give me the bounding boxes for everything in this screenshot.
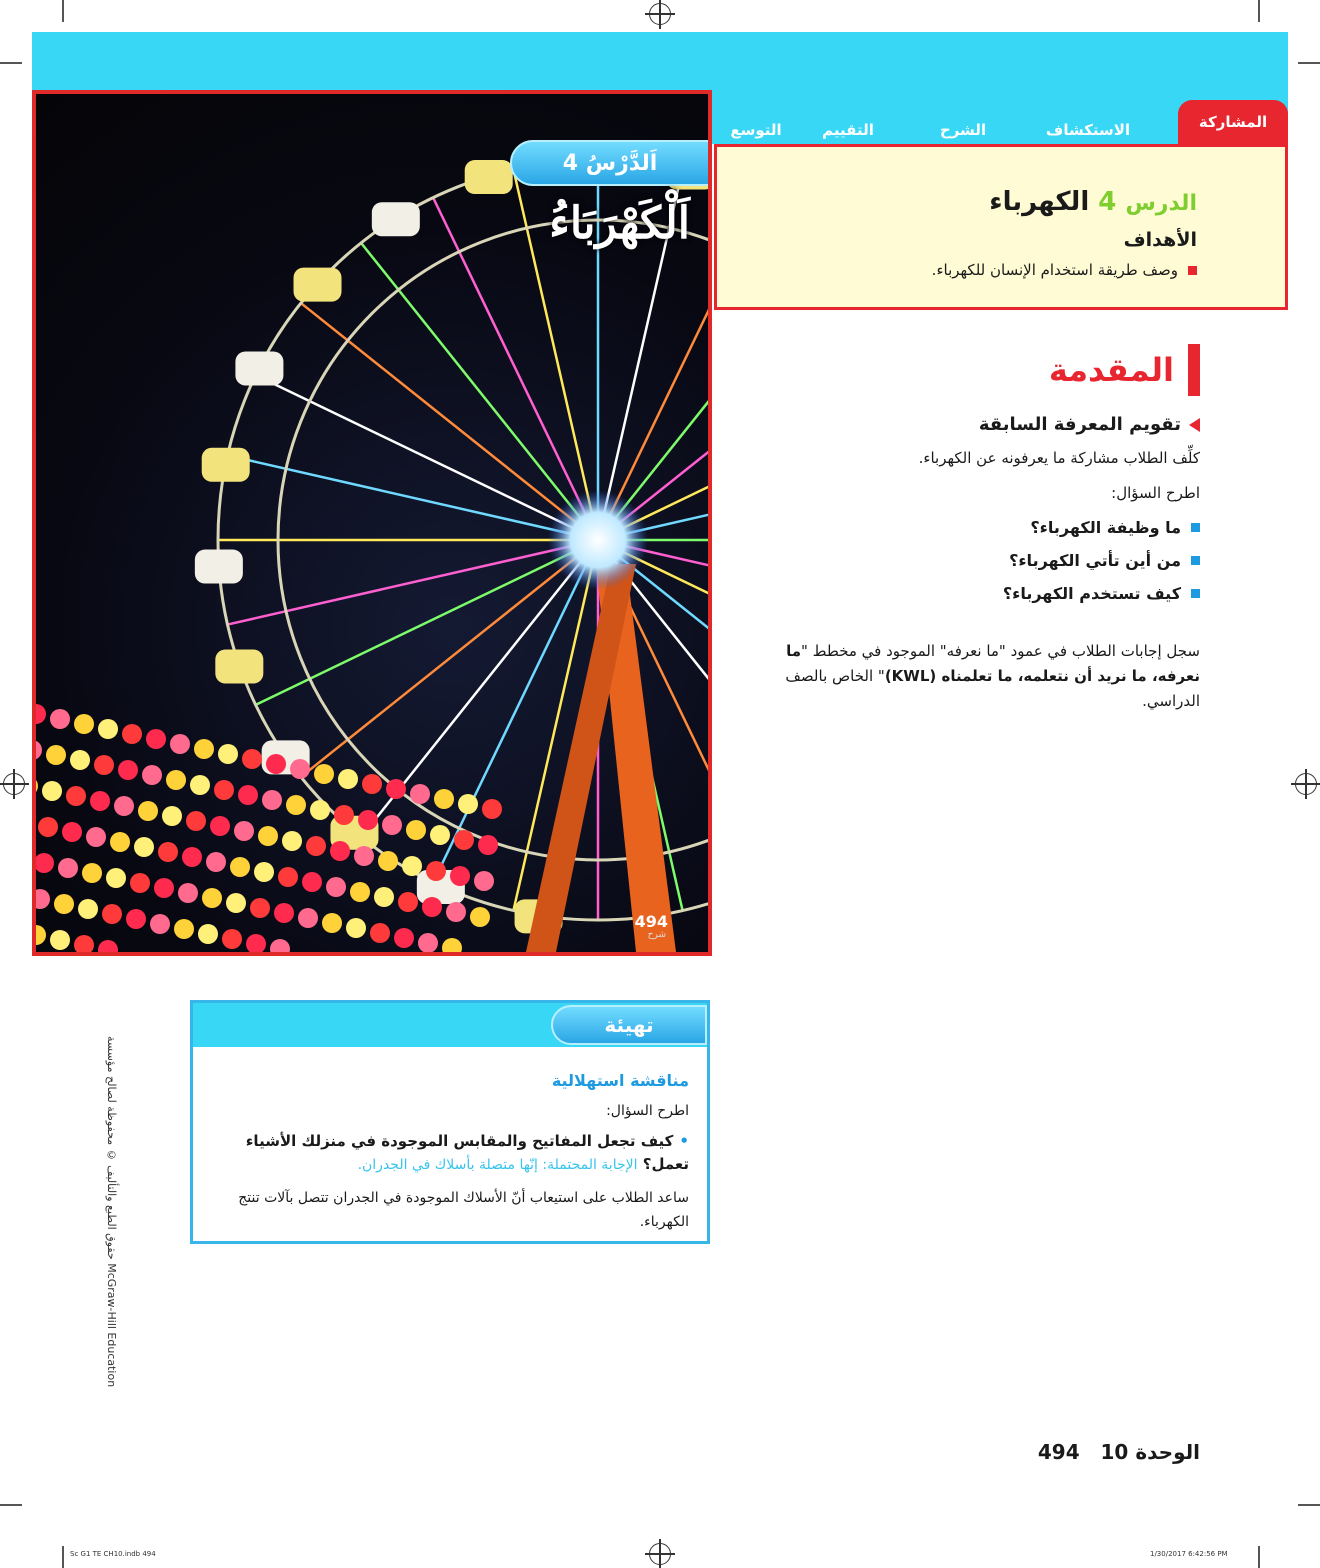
light-bulb	[78, 899, 98, 919]
light-bulb	[326, 877, 346, 897]
light-bulb	[82, 863, 102, 883]
light-bulb	[222, 929, 242, 949]
light-bulb	[166, 770, 186, 790]
bullet-icon	[1191, 556, 1200, 565]
light-bulb	[70, 750, 90, 770]
slug-right: 1/30/2017 6:42:56 PM	[1150, 1550, 1228, 1558]
light-bulb	[482, 799, 502, 819]
light-bulb	[282, 831, 302, 851]
light-bulb	[306, 836, 326, 856]
phase-tabs	[714, 112, 1288, 144]
triangle-icon	[1189, 418, 1200, 432]
bullet-icon: •	[679, 1131, 689, 1150]
light-bulb	[42, 781, 62, 801]
record-instruction	[750, 639, 1200, 713]
light-bulb	[36, 740, 42, 760]
light-bulb	[406, 820, 426, 840]
light-bulb	[386, 779, 406, 799]
crop-mark	[1258, 0, 1260, 22]
light-bulb	[210, 816, 230, 836]
goals-title: الأهداف	[1123, 229, 1197, 251]
lesson-label: الدرس	[1125, 191, 1197, 216]
photo-page-label: شرح	[647, 930, 666, 940]
subhead-text: تقويم المعرفة السابقة	[978, 414, 1181, 435]
light-bulb	[182, 847, 202, 867]
bullet-icon	[1188, 266, 1197, 275]
light-bulb	[194, 739, 214, 759]
warmup-box	[190, 1000, 710, 1244]
light-bulb	[234, 821, 254, 841]
goal-item	[737, 261, 1197, 279]
light-bulb	[454, 830, 474, 850]
light-bulb	[186, 811, 206, 831]
light-bulb	[402, 856, 422, 876]
light-bulb	[178, 883, 198, 903]
light-bulb	[410, 784, 430, 804]
question-item	[750, 551, 1200, 570]
gondola	[465, 160, 513, 194]
light-bulb	[158, 842, 178, 862]
light-bulb	[74, 714, 94, 734]
gondola	[215, 650, 263, 684]
light-bulb	[350, 882, 370, 902]
light-bulb	[102, 904, 122, 924]
light-bulb	[58, 858, 78, 878]
light-bulb	[122, 724, 142, 744]
light-bulb	[398, 892, 418, 912]
light-bulb	[446, 902, 466, 922]
light-bulb	[226, 893, 246, 913]
goal-text: وصف طريقة استخدام الإنسان للكهرباء.	[931, 261, 1178, 279]
light-bulb	[54, 894, 74, 914]
light-bulb	[50, 709, 70, 729]
light-bulb	[254, 862, 274, 882]
light-bulb	[278, 867, 298, 887]
light-bulb	[130, 873, 150, 893]
warmup-question-text: كيف تجعل المفاتيح والمقابس الموجودة في منزلك الأشياء تعمل؟	[245, 1131, 689, 1174]
question-item	[750, 518, 1200, 537]
light-bulb	[162, 806, 182, 826]
question-text: كيف تستخدم الكهرباء؟	[1002, 584, 1181, 603]
intro-section	[750, 344, 1200, 713]
light-bulb	[286, 795, 306, 815]
wheel-spoke	[301, 540, 598, 777]
tab-explore[interactable]: الاستكشاف	[1045, 121, 1131, 139]
light-bulb	[98, 719, 118, 739]
photo-page-number: 494	[634, 912, 668, 931]
question-text: من أين تأتي الكهرباء؟	[1009, 551, 1181, 570]
light-bulb	[190, 775, 210, 795]
accent-bar	[1188, 344, 1200, 396]
bullet-icon	[1191, 589, 1200, 598]
ferris-wheel-photo	[32, 90, 712, 956]
ask-label: اطرح السؤال:	[1111, 483, 1200, 502]
tab-engage[interactable]: المشاركة	[1178, 100, 1288, 144]
light-bulb	[378, 851, 398, 871]
gondola	[202, 448, 250, 482]
light-bulb	[138, 801, 158, 821]
tab-explain[interactable]: الشرح	[939, 121, 987, 139]
light-bulb	[266, 754, 286, 774]
light-bulb	[126, 909, 146, 929]
crop-mark	[1258, 1546, 1260, 1568]
light-bulb	[474, 871, 494, 891]
wheel-hub	[548, 490, 648, 590]
light-bulb	[110, 832, 130, 852]
wheel-spoke	[228, 455, 598, 540]
light-bulb	[374, 887, 394, 907]
light-bulb	[458, 794, 478, 814]
light-bulb	[106, 868, 126, 888]
light-bulb	[50, 930, 70, 950]
light-bulb	[62, 822, 82, 842]
registration-mark-icon	[649, 1543, 671, 1565]
wheel-spoke	[256, 540, 598, 705]
record-text-bold: ما نعرفه، ما نريد أن نتعلمه، ما تعلمناه (KWL)	[786, 642, 1200, 685]
warmup-body	[209, 1071, 689, 1234]
light-bulb	[90, 791, 110, 811]
light-bulb	[146, 729, 166, 749]
light-bulb	[118, 760, 138, 780]
crop-mark	[0, 62, 22, 64]
warmup-answer: الإجابة المحتملة: إنّها متصلة بأسلاك في الجدران.	[357, 1157, 638, 1174]
light-bulb	[450, 866, 470, 886]
light-bulb	[46, 745, 66, 765]
registration-mark-icon	[1295, 773, 1317, 795]
light-bulb	[98, 940, 118, 952]
light-bulb	[198, 924, 218, 944]
light-bulb	[322, 913, 342, 933]
light-bulb	[470, 907, 490, 927]
bullet-icon	[1191, 523, 1200, 532]
light-bulb	[270, 939, 290, 952]
registration-mark-icon	[649, 3, 671, 25]
light-bulb	[230, 857, 250, 877]
light-bulb	[202, 888, 222, 908]
crop-mark	[1298, 62, 1320, 64]
light-bulb	[36, 889, 50, 909]
light-bulb	[418, 933, 438, 952]
light-bulb	[170, 734, 190, 754]
light-bulb	[38, 817, 58, 837]
crop-mark	[62, 1546, 64, 1568]
light-bulb	[238, 785, 258, 805]
photo-title: اَلْكَهْرَبَاءُ	[549, 198, 690, 249]
question-item	[750, 584, 1200, 603]
light-bulb	[334, 805, 354, 825]
light-bulb	[154, 878, 174, 898]
light-bulb	[394, 928, 414, 948]
gondola	[372, 202, 420, 236]
light-bulb	[36, 853, 54, 873]
registration-mark-icon	[3, 773, 25, 795]
light-bulb	[150, 914, 170, 934]
lesson-pill: اَلدَّرْسُ 4	[510, 140, 710, 186]
light-bulb	[36, 704, 46, 724]
light-bulb	[36, 925, 46, 945]
light-bulb	[258, 826, 278, 846]
wheel-spoke	[228, 540, 598, 625]
light-bulb	[174, 919, 194, 939]
light-bulb	[114, 796, 134, 816]
unit-label: الوحدة 10	[1100, 1440, 1200, 1464]
light-bulb	[36, 776, 38, 796]
light-bulb	[370, 923, 390, 943]
gondola	[294, 268, 342, 302]
wheel-spoke	[256, 375, 598, 540]
warmup-help: ساعد الطلاب على استيعاب أنّ الأسلاك الموجودة في الجدران تتصل بآلات تنتج الكهرباء.	[238, 1189, 689, 1230]
warmup-pill: تهيئة	[551, 1005, 707, 1045]
light-bulb	[86, 827, 106, 847]
light-bulb	[290, 759, 310, 779]
tab-evaluate[interactable]: التقييم	[822, 121, 874, 139]
light-bulb	[142, 765, 162, 785]
page-folio	[1038, 1440, 1200, 1464]
wheel-spoke	[301, 303, 598, 540]
warmup-heading: مناقشة استهلالية	[551, 1071, 689, 1090]
light-bulb	[302, 872, 322, 892]
lesson-title: الكهرباء	[989, 187, 1090, 217]
gondola	[235, 351, 283, 385]
light-bulb	[242, 749, 262, 769]
lesson-number: 4	[1098, 187, 1117, 217]
light-bulb	[274, 903, 294, 923]
lesson-heading	[737, 187, 1197, 217]
light-bulb	[330, 841, 350, 861]
copyright-note: حقوق الطبع والتأليف © محفوظة لصالح مؤسسة McGraw-Hill Education	[105, 1036, 118, 1388]
instruction-text: كلِّف الطلاب مشاركة ما يعرفونه عن الكهرباء.	[918, 449, 1200, 467]
question-text: ما وظيفة الكهرباء؟	[1030, 518, 1181, 537]
crop-mark	[62, 0, 64, 22]
light-bulb	[358, 810, 378, 830]
light-bulb	[310, 800, 330, 820]
light-bulb	[430, 825, 450, 845]
light-bulb	[362, 774, 382, 794]
light-bulb	[422, 897, 442, 917]
light-bulb	[262, 790, 282, 810]
record-text-start: سجل إجابات الطلاب في عمود "ما نعرفه" الموجود في مخطط "	[800, 642, 1200, 660]
light-bulb	[94, 755, 114, 775]
light-bulb	[250, 898, 270, 918]
light-bulb	[354, 846, 374, 866]
light-bulb	[74, 935, 94, 952]
light-bulb	[426, 861, 446, 881]
light-bulb	[246, 934, 266, 952]
crop-mark	[0, 1504, 22, 1506]
light-bulb	[442, 938, 462, 952]
warmup-question	[209, 1130, 689, 1177]
light-bulb	[134, 837, 154, 857]
warmup-ask: اطرح السؤال:	[606, 1103, 689, 1119]
light-bulb	[218, 744, 238, 764]
prior-knowledge-heading	[750, 414, 1200, 435]
light-bulb	[206, 852, 226, 872]
slug-left: Sc G1 TE CH10.indb 494	[70, 1550, 156, 1558]
light-bulb	[478, 835, 498, 855]
page-number: 494	[1037, 1440, 1080, 1464]
light-bulb	[314, 764, 334, 784]
light-bulb	[434, 789, 454, 809]
light-bulb	[66, 786, 86, 806]
light-bulb	[382, 815, 402, 835]
intro-title: المقدمة	[1048, 351, 1174, 389]
light-bulb	[338, 769, 358, 789]
gondola	[195, 550, 243, 584]
lesson-header-box	[714, 144, 1288, 310]
intro-title-row	[750, 344, 1200, 396]
light-bulb	[298, 908, 318, 928]
tab-extend[interactable]: التوسع	[730, 121, 782, 139]
crop-mark	[1298, 1504, 1320, 1506]
light-bulb	[214, 780, 234, 800]
record-text-end: " الخاص بالصف الدراسي.	[785, 666, 1200, 710]
wheel-spoke	[361, 243, 598, 540]
light-bulb	[346, 918, 366, 938]
